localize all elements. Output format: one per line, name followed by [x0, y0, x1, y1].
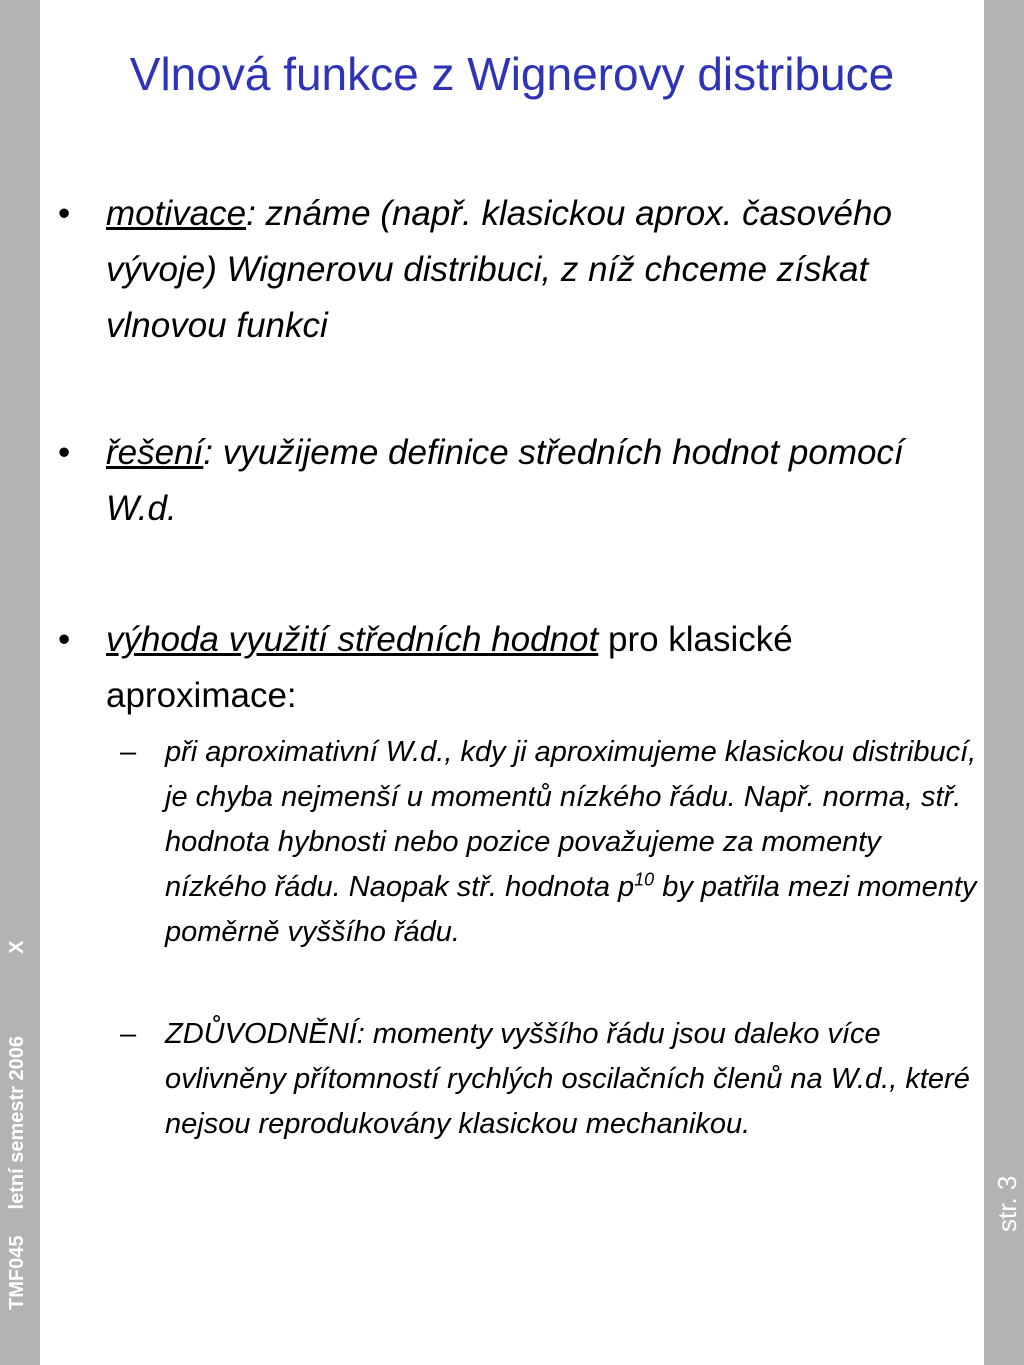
subitem-text: při aproximativní W.d., kdy ji aproximujeme klasickou distribucí, je chyba nejmenší u momentů nízkého řádu. Např. norma, stř. hodnota hybnosti nebo pozice považujeme za momenty nízkého řádu. Naopak stř. hodnota p	[165, 736, 977, 903]
bullet-marker: •	[58, 194, 71, 233]
left-sidebar-text	[6, 870, 29, 1310]
course-code: TMF045	[6, 1235, 28, 1310]
subitem-text: ZDŮVODNĚNÍ: momenty vyššího řádu jsou daleko více ovlivněny přítomností rychlých oscilačních členů na W.d., které nejsou reprodukovány klasickou mechanikou.	[165, 1018, 970, 1140]
right-sidebar	[984, 0, 1024, 1365]
slide-title: Vlnová funkce z Wignerovy distribuce	[129, 48, 895, 100]
bullet-term: motivace	[106, 194, 247, 233]
bullet-marker: •	[58, 433, 71, 472]
bullet-term: výhoda využití středních hodnot	[106, 620, 599, 659]
subitem-text-after: by patřila mezi momenty poměrně vyššího řádu.	[165, 871, 977, 948]
subitem-approximation	[120, 730, 980, 955]
bullet-term: řešení	[106, 433, 204, 472]
bullet-motivation	[58, 186, 958, 354]
subitem-justification	[120, 1012, 980, 1147]
bullet-text: pro klasické aproximace:	[106, 620, 793, 715]
lecture-letter: X	[6, 940, 28, 954]
subitem-marker: –	[120, 736, 137, 768]
semester-label: letní semestr 2006	[6, 1036, 28, 1210]
superscript: 10	[634, 869, 655, 890]
bullet-marker: •	[58, 620, 71, 659]
subitem-marker: –	[120, 1018, 137, 1050]
bullet-advantage	[58, 612, 958, 724]
page-number: str. 3	[992, 1175, 1022, 1232]
bullet-text: : využijeme definice středních hodnot pomocí W.d.	[106, 433, 904, 528]
bullet-text: : známe (např. klasickou aprox. časového vývoje) Wignerovu distribuci, z níž chceme získat vlnovou funkci	[106, 194, 892, 345]
bullet-solution	[58, 425, 958, 537]
